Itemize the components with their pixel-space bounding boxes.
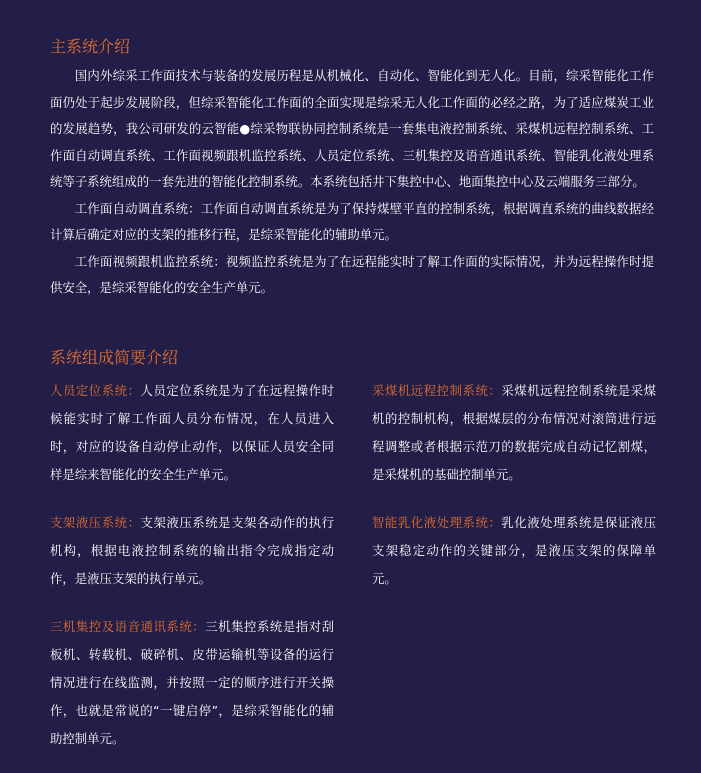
main-section-body: [50, 63, 654, 302]
components-section-title: 系统组成简要介绍: [50, 348, 179, 367]
main-section-title: 主系统介绍: [50, 37, 131, 56]
item-text: 采煤机远程控制系统是采煤机的控制机构，根据煤层的分布情况对滚筒进行远程调整或者根据示范刀的数据完成自动记忆割煤，是采煤机的基础控制单元。: [372, 383, 657, 482]
item-text: 三机集控系统是指对刮板机、转载机、破碎机、皮带运输机等设备的运行情况进行在线监测，并按照一定的顺序进行开关操作，也就是常说的“一键启停”，是综采智能化的辅助控制单元。: [50, 619, 335, 746]
shearer-remote-control-item: [372, 377, 656, 489]
item-label: 三机集控及语音通讯系统：: [50, 619, 206, 634]
item-label: 采煤机远程控制系统：: [372, 383, 502, 398]
intro-paragraph: 国内外综采工作面技术与装备的发展历程是从机械化、自动化、智能化到无人化。目前，综采智能化工作面仍处于起步发展阶段，但综采智能化工作面的全面实现是综采无人化工作面的必经之路，为了适应煤炭工业的发展趋势，我公司研发的云智能●综采物联协同控制系统是一套集电液控制系统、采煤机远程控制系统、工作面自动调直系统、工作面视频跟机监控系统、人员定位系统、三机集控及语音通讯系统、智能乳化液处理系统等子系统组成的一套先进的智能化控制系统。本系统包括井下集控中心、地面集控中心及云端服务三部分。: [50, 68, 654, 189]
item-text: 乳化液处理系统是保证液压支架稳定动作的关键部分，是液压支架的保障单元。: [372, 515, 657, 586]
video-monitoring-paragraph: 工作面视频跟机监控系统：视频监控系统是为了在远程能实时了解工作面的实际情况，并为远程操作时提供安全，是综采智能化的安全生产单元。: [50, 253, 654, 295]
item-label: 智能乳化液处理系统：: [372, 515, 502, 530]
support-hydraulic-item: [50, 509, 334, 593]
item-text: 人员定位系统是为了在远程操作时候能实时了解工作面人员分布情况，在人员进入时，对应的设备自动停止动作，以保证人员安全同样是综来智能化的安全生产单元。: [50, 383, 335, 482]
item-text: 支架液压系统是支架各动作的执行机构，根据电液控制系统的输出指令完成指定动作，是液压支架的执行单元。: [50, 515, 335, 586]
item-label: 人员定位系统：: [50, 383, 141, 398]
personnel-positioning-item: [50, 377, 334, 489]
auto-alignment-paragraph: 工作面自动调直系统：工作面自动调直系统是为了保持煤壁平直的控制系统，根据调直系统的曲线数据经计算后确定对应的支架的推移行程，是综采智能化的辅助单元。: [50, 200, 654, 242]
components-left-column: [50, 377, 334, 773]
emulsion-processing-item: [372, 509, 656, 593]
item-label: 支架液压系统：: [50, 515, 141, 530]
components-right-column: [372, 377, 656, 613]
three-machine-control-item: [50, 613, 334, 753]
